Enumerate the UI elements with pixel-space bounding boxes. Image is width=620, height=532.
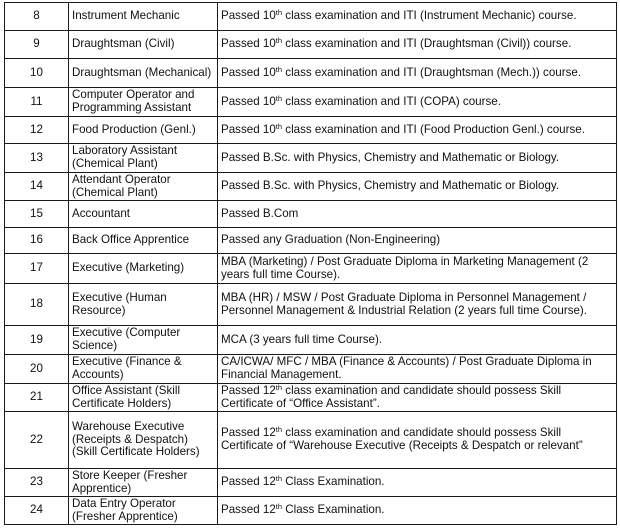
qualification-cell: Passed B.Sc. with Physics, Chemistry and Mathematic or Biology.: [218, 144, 617, 173]
post-name-cell: Warehouse Executive (Receipts & Despatch) (Skill Certificate Holders): [69, 412, 218, 469]
serial-number-cell: 9: [5, 31, 69, 59]
qualification-cell: CA/ICWA/ MFC / MBA (Finance & Accounts) / Post Graduate Diploma in Financial Management.: [218, 355, 617, 384]
serial-number-cell: 22: [5, 412, 69, 469]
qualification-cell: Passed 10th class examination and ITI (Draughtsman (Civil)) course.: [218, 31, 617, 59]
qualification-cell: Passed 10th class examination and ITI (Food Production Genl.) course.: [218, 117, 617, 144]
table-row: [5, 497, 617, 525]
qualification-cell: Passed 10th class examination and ITI (COPA) course.: [218, 88, 617, 117]
table-row: [5, 88, 617, 117]
qualification-cell: MCA (3 years full time Course).: [218, 326, 617, 355]
table-row: [5, 326, 617, 355]
serial-number-cell: 16: [5, 228, 69, 254]
serial-number-cell: 8: [5, 3, 69, 31]
serial-number-cell: 24: [5, 497, 69, 525]
post-name-cell: Store Keeper (Fresher Apprentice): [69, 469, 218, 497]
serial-number-cell: 20: [5, 355, 69, 384]
qualification-cell: Passed 12th Class Examination.: [218, 497, 617, 525]
qualification-cell: MBA (Marketing) / Post Graduate Diploma in Marketing Management (2 years full time Course).: [218, 254, 617, 284]
table-row: [5, 228, 617, 254]
serial-number-cell: 12: [5, 117, 69, 144]
table-row: [5, 469, 617, 497]
table-row: [5, 201, 617, 228]
post-name-cell: Data Entry Operator (Fresher Apprentice): [69, 497, 218, 525]
post-name-cell: Draughtsman (Mechanical): [69, 59, 218, 88]
qualification-cell: Passed B.Com: [218, 201, 617, 228]
serial-number-cell: 21: [5, 384, 69, 412]
serial-number-cell: 23: [5, 469, 69, 497]
table-row: [5, 59, 617, 88]
table-row: [5, 144, 617, 173]
serial-number-cell: 13: [5, 144, 69, 173]
table-row: [5, 412, 617, 469]
serial-number-cell: 11: [5, 88, 69, 117]
qualification-cell: Passed 12th class examination and candidate should possess Skill Certificate of “Warehouse Executive (Receipts & Despatch or relevant”: [218, 412, 617, 469]
serial-number-cell: 15: [5, 201, 69, 228]
post-name-cell: Attendant Operator (Chemical Plant): [69, 173, 218, 201]
serial-number-cell: 19: [5, 326, 69, 355]
serial-number-cell: 14: [5, 173, 69, 201]
table-row: [5, 355, 617, 384]
post-name-cell: Executive (Computer Science): [69, 326, 218, 355]
table-row: [5, 384, 617, 412]
post-name-cell: Instrument Mechanic: [69, 3, 218, 31]
serial-number-cell: 10: [5, 59, 69, 88]
qualification-cell: MBA (HR) / MSW / Post Graduate Diploma in Personnel Management / Personnel Management & Industrial Relation (2 years full time Course).: [218, 284, 617, 326]
post-name-cell: Food Production (Genl.): [69, 117, 218, 144]
table-row: [5, 31, 617, 59]
table-row: [5, 173, 617, 201]
serial-number-cell: 18: [5, 284, 69, 326]
post-name-cell: Executive (Marketing): [69, 254, 218, 284]
qualification-cell: Passed 10th class examination and ITI (Instrument Mechanic) course.: [218, 3, 617, 31]
serial-number-cell: 17: [5, 254, 69, 284]
qualification-cell: Passed 12th Class Examination.: [218, 469, 617, 497]
qualification-cell: Passed B.Sc. with Physics, Chemistry and Mathematic or Biology.: [218, 173, 617, 201]
post-name-cell: Office Assistant (Skill Certificate Holders): [69, 384, 218, 412]
table-row: [5, 3, 617, 31]
qualification-cell: Passed 10th class examination and ITI (Draughtsman (Mech.)) course.: [218, 59, 617, 88]
table-row: [5, 117, 617, 144]
table-row: [5, 254, 617, 284]
post-name-cell: Draughtsman (Civil): [69, 31, 218, 59]
post-name-cell: Laboratory Assistant (Chemical Plant): [69, 144, 218, 173]
post-name-cell: Executive (Human Resource): [69, 284, 218, 326]
qualification-cell: Passed any Graduation (Non-Engineering): [218, 228, 617, 254]
post-name-cell: Executive (Finance & Accounts): [69, 355, 218, 384]
post-name-cell: Back Office Apprentice: [69, 228, 218, 254]
qualification-table: [4, 2, 617, 525]
table-row: [5, 284, 617, 326]
post-name-cell: Computer Operator and Programming Assistant: [69, 88, 218, 117]
post-name-cell: Accountant: [69, 201, 218, 228]
qualification-cell: Passed 12th class examination and candidate should possess Skill Certificate of “Office Assistant”.: [218, 384, 617, 412]
